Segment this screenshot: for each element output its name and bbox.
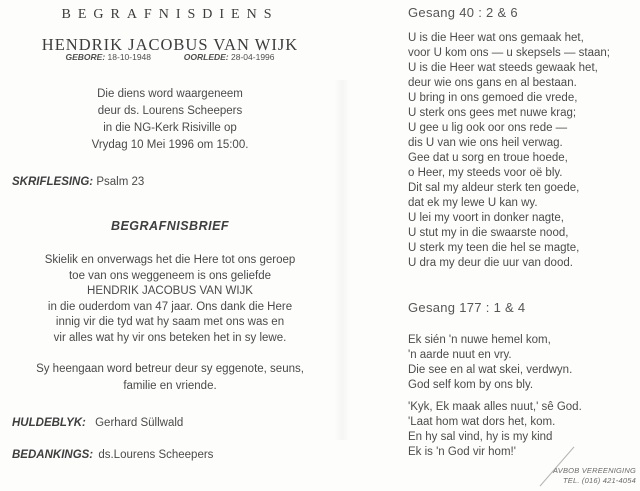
hymn-line: U sterk ons gees met nuwe krag; <box>408 107 577 119</box>
thanks-label: BEDANKINGS: <box>12 449 94 461</box>
letter-line: toe van ons weggeneem is ons geliefde <box>68 269 272 282</box>
hymn-line: Ek sién 'n nuwe hemel kom, <box>408 334 551 346</box>
birth-death-dates <box>0 52 340 62</box>
mourning-text <box>0 361 340 395</box>
hymn1-stanza1 <box>408 31 610 151</box>
hymn-line: dat ek my lewe U kan wy. <box>408 197 538 209</box>
hymn-line: En hy sal vind, hy is my kind <box>408 431 553 443</box>
hymn2-stanza1 <box>408 333 572 393</box>
tribute-label: HULDEBLYK: <box>12 417 86 429</box>
funeral-letter-text <box>0 253 340 346</box>
letter-line: HENDRIK JACOBUS VAN WIJK <box>87 285 253 297</box>
died-date: 28-04-1996 <box>231 52 275 62</box>
mourning-line: Sy heengaan word betreur deur sy eggenote, seuns, <box>36 363 304 375</box>
service-line: Vrydag 10 Mei 1996 om 15:00. <box>91 139 249 151</box>
mourning-line: familie en vriende. <box>123 380 217 392</box>
hymn-line: deur wie ons gans en al bestaan. <box>408 77 577 89</box>
letter-line: vir alles wat hy vir ons beteken het in sy lewe. <box>53 331 287 344</box>
died-label: OORLEDE: <box>183 52 229 62</box>
hymn1-stanza2 <box>408 151 579 271</box>
hymn-line: U is die Heer wat ons gemaak het, <box>408 32 584 44</box>
funeral-letter-heading: BEGRAFNISBRIEF <box>110 219 230 233</box>
document-title: BEGRAFNISDIENS <box>61 7 279 22</box>
hymn-line: Die see en al wat skei, verdwyn. <box>408 364 573 376</box>
undertaker-name: AVBOB VEREENIGING <box>552 466 636 475</box>
hymn2-stanza2 <box>408 400 582 460</box>
thanks-row <box>12 449 213 461</box>
service-details <box>0 86 340 154</box>
hymn-line: Gee dat u sorg en troue hoede, <box>408 152 568 164</box>
born-label: GEBORE: <box>65 52 106 62</box>
born-date: 18-10-1948 <box>107 52 152 62</box>
undertaker-phone: TEL. (016) 421-4054 <box>562 475 636 485</box>
right-column <box>408 0 640 491</box>
service-line: Die diens word waargeneem <box>97 88 243 100</box>
hymn-line: U bring in ons gemoed die vrede, <box>408 92 578 104</box>
hymn-line: 'Laat hom wat dors het, kom. <box>408 416 556 428</box>
hymn-line: U sterk my teen die hel se magte, <box>408 242 580 254</box>
thanks-value: ds.Lourens Scheepers <box>98 449 214 461</box>
scripture-label: SKRIFLESING: <box>12 176 94 188</box>
letter-line: Skielik en onverwags het die Here tot ons geroep <box>44 254 296 266</box>
hymn-line: 'Kyk, Ek maak alles nuut,' sê God. <box>408 401 582 413</box>
hymn-line: o Heer, my steeds voor oë bly. <box>408 167 563 179</box>
hymn-line: U lei my voort in donker nagte, <box>408 212 564 224</box>
hymn-line: U gee u lig ook oor ons rede — <box>408 122 568 134</box>
hymn-line: Dit sal my aldeur sterk ten goede, <box>408 182 580 194</box>
scripture-value: Psalm 23 <box>96 176 145 188</box>
service-line: in die NG-Kerk Risiville op <box>103 122 237 134</box>
hymn-line: 'n aarde nuut en vry. <box>408 349 512 361</box>
service-line: deur ds. Lourens Scheepers <box>97 105 243 117</box>
letter-line: in die ouderdom van 47 jaar. Ons dank die Here <box>47 300 293 313</box>
hymn2-title: Gesang 177 : 1 & 4 <box>408 300 526 315</box>
undertaker-footer <box>553 466 636 485</box>
scripture-reading <box>12 176 144 188</box>
tribute-row <box>12 417 183 429</box>
hymn-line: Ek is 'n God vir hom!' <box>408 446 516 458</box>
hymn-line: voor U kom ons — u skepsels — staan; <box>408 47 610 59</box>
tribute-value: Gerhard Süllwald <box>95 417 184 429</box>
hymn-line: U stut my in die swaarste nood, <box>408 227 569 239</box>
letter-line: innig vir die tyd wat hy saam met ons was en <box>55 316 285 328</box>
hymn-line: dis U van wie ons heil verwag. <box>408 137 563 149</box>
hymn-line: U dra my deur die uur van dood. <box>408 257 573 269</box>
hymn-line: U is die Heer wat steeds gewaak het, <box>408 62 598 74</box>
hymn1-title: Gesang 40 : 2 & 6 <box>408 5 518 20</box>
hymn-line: God self kom by ons bly. <box>408 379 534 391</box>
deceased-name: HENDRIK JACOBUS VAN WIJK <box>41 35 299 54</box>
